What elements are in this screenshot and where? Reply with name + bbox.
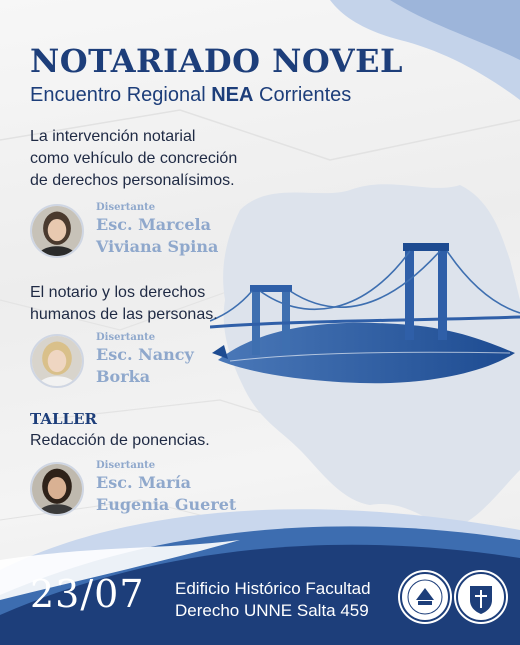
talk-2-line-2: humanos de las personas. [30, 306, 218, 323]
speaker-2-role: Disertante [96, 332, 156, 343]
speaker-3 [30, 462, 290, 526]
event-venue [175, 578, 371, 622]
speaker-2-name-line-2: Borka [96, 367, 151, 386]
speaker-2-avatar [30, 334, 84, 388]
speaker-3-name-line-2: Eugenia Gueret [96, 495, 237, 514]
speaker-3-avatar [30, 462, 84, 516]
talk-1-title [30, 126, 237, 192]
talk-2-title [30, 282, 218, 326]
talk-1-line-2: como vehículo de concreción [30, 150, 238, 167]
subtitle-region: NEA [211, 84, 254, 106]
speaker-3-role: Disertante [96, 460, 156, 471]
notary-college-crest-icon [452, 568, 510, 626]
speaker-1-name [96, 214, 296, 258]
speaker-1 [30, 204, 290, 268]
notary-council-seal-icon [396, 568, 454, 626]
speaker-1-role: Disertante [96, 202, 156, 213]
talk-1-line-1: La intervención notarial [30, 128, 196, 145]
subtitle-prefix: Encuentro Regional [30, 84, 212, 106]
subtitle-suffix: Corrientes [253, 84, 352, 106]
event-subtitle [30, 84, 410, 107]
speaker-3-name [96, 472, 296, 516]
workshop-label: TALLER [30, 410, 97, 428]
speaker-3-name-line-1: Esc. María [96, 473, 192, 492]
event-date: 23/07 [30, 572, 145, 616]
event-title: NOTARIADO NOVEL [30, 42, 403, 80]
talk-3-title [30, 408, 210, 452]
speaker-2-name-line-1: Esc. Nancy [96, 345, 194, 364]
speaker-2-name [96, 344, 296, 388]
talk-2-line-1: El notario y los derechos [30, 284, 206, 301]
venue-line-1: Edificio Histórico Facultad [175, 579, 371, 598]
speaker-1-avatar [30, 204, 84, 258]
venue-line-2: Derecho UNNE Salta 459 [175, 601, 369, 620]
speaker-2 [30, 334, 290, 398]
talk-3-line-1: Redacción de ponencias. [30, 432, 210, 449]
speaker-1-name-line-1: Esc. Marcela [96, 215, 211, 234]
speaker-1-name-line-2: Viviana Spina [96, 237, 219, 256]
talk-1-line-3: de derechos personalísimos. [30, 172, 235, 189]
